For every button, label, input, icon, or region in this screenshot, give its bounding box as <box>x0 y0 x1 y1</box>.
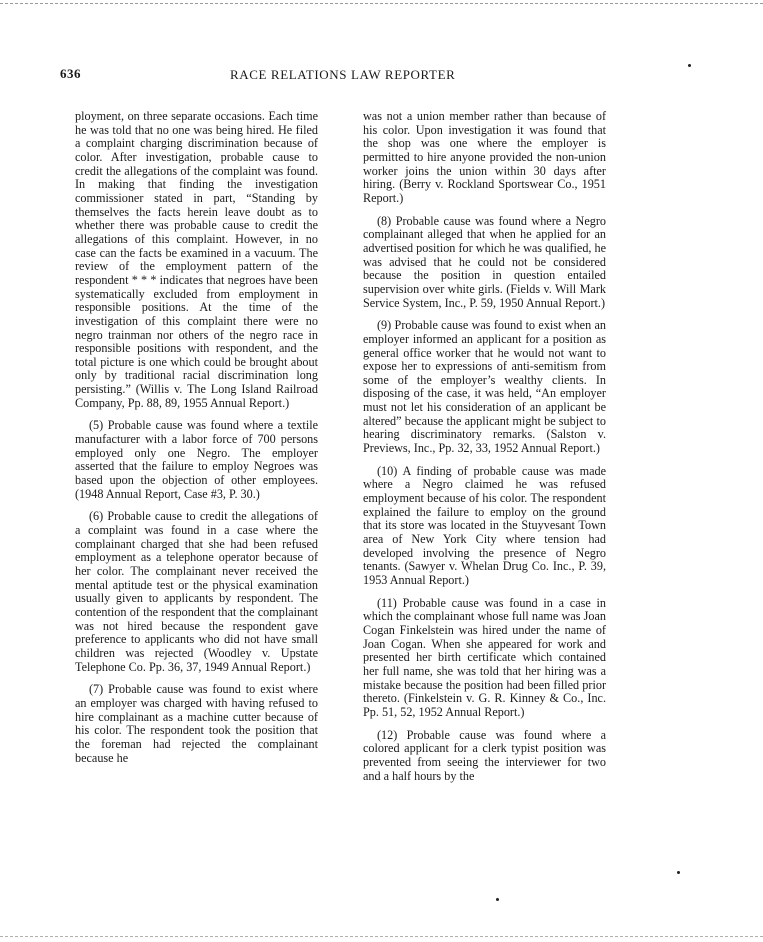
paragraph-10: (10) A finding of probable cause was made where a Negro claimed he was refused employment because of his color. The respondent explained the failure to employ on the ground that its store was located in the Stuyvesant Town area of New York City where tension had developed involving the presence of Negro tenants. (Sawyer v. Whelan Drug Co. Inc., P. 39, 1953 Annual Report.) <box>363 463 606 587</box>
paragraph-8: (8) Probable cause was found where a Negro complainant alleged that when he applied for an advertised position for which he was qualified, he was advised that he could not be considered because the position in question entailed supervision over white girls. (Fields v. Will Mark Service System, Inc., P. 59, 1950 Annual Report.) <box>363 213 607 310</box>
paragraph-12: (12) Probable cause was found where a colored applicant for a clerk typist position was prevented from seeing the interviewer for two and a half hours by the <box>363 727 606 783</box>
left-column <box>75 110 318 774</box>
paragraph-7-continued: was not a union member rather than because of his color. Upon investigation it was found that the shop was one where the employer is permitted to hire anyone provided the non-union worker joins the union within 30 days after hiring. (Berry v. Rockland Sportswear Co., 1951 Report.) <box>363 109 606 205</box>
page-header <box>60 66 700 90</box>
paragraph-5: (5) Probable cause was found where a textile manufacturer with a labor force of 700 persons employed only one Negro. The employer asserted that the failure to employ Negroes was based upon the objection of other employees. (1948 Annual Report, Case #3, P. 30.) <box>75 418 318 501</box>
paragraph-7: (7) Probable cause was found to exist where an employer was charged with having refused to hire complainant as a machine cutter because of his color. The respondent took the position that the foreman had rejected the complainant because he <box>75 682 318 765</box>
paragraph-11: (11) Probable cause was found in a case in which the complainant whose full name was Joan Cogan Finkelstein was hired under the name of Joan Cogan. When she appeared for work and presented her birth certificate which contained her full name, she was told that her hiring was a mistake because the position had been filled prior thereto. (Finkelstein v. G. R. Kinney & Co., Inc. Pp. 51, 52, 1952 Annual Report.) <box>363 595 606 719</box>
paragraph-continued: ployment, on three separate occasions. Each time he was told that no one was being hired. He filed a complaint charging discrimination because of color. After investigation, probable cause to credit the allegations of the complaint was found. In making that finding the investigation commissioner stated in part, “Standing by themselves the facts herein leave doubt as to whether there was probable cause to credit the allegations of this complaint. However, in no case can the facts be examined in a vacuum. The review of the employment pattern of the respondent * * * indicates that negroes have been systematically excluded from employment in responsible positions. At the time of the investigation of this complaint there were no negro trainman nor others of the negro race in responsible positions with respondent, and the total picture is one which could be brought about only by traditional racial discrimination long persisting.” (Willis v. The Long Island Railroad Company, Pp. 88, 89, 1955 Annual Report.) <box>75 109 318 410</box>
right-column <box>363 110 606 792</box>
top-page-edge <box>0 3 763 4</box>
scan-speck <box>677 871 680 874</box>
bottom-page-edge <box>0 936 763 937</box>
running-head: RACE RELATIONS LAW REPORTER <box>230 67 456 82</box>
page-number: 636 <box>60 66 81 81</box>
scan-speck <box>688 64 691 67</box>
paragraph-6: (6) Probable cause to credit the allegations of a complaint was found in a case where the complainant charged that she had been refused employment as a telephone operator because of her color. The complainant never received the mental aptitude test or the physical examination usually given to applicants by respondent. The contention of the respondent that the complainant was not hired because the respondent gave preference to applicants who did not have small children was rejected (Woodley v. Upstate Telephone Co. Pp. 36, 37, 1949 Annual Report.) <box>75 509 318 674</box>
scan-speck <box>496 898 499 901</box>
paragraph-9: (9) Probable cause was found to exist when an employer informed an applicant for a position as general office worker that he would not want to expose her to expressions of anti-semitism from some of the employer’s wealthy clients. In disposing of the case, it was held, “An employer must not let his consideration of an applicant be altered” because the applicant might be subject to hearing discriminatory remarks. (Salston v. Previews, Inc., Pp. 32, 33, 1952 Annual Report.) <box>363 318 606 456</box>
